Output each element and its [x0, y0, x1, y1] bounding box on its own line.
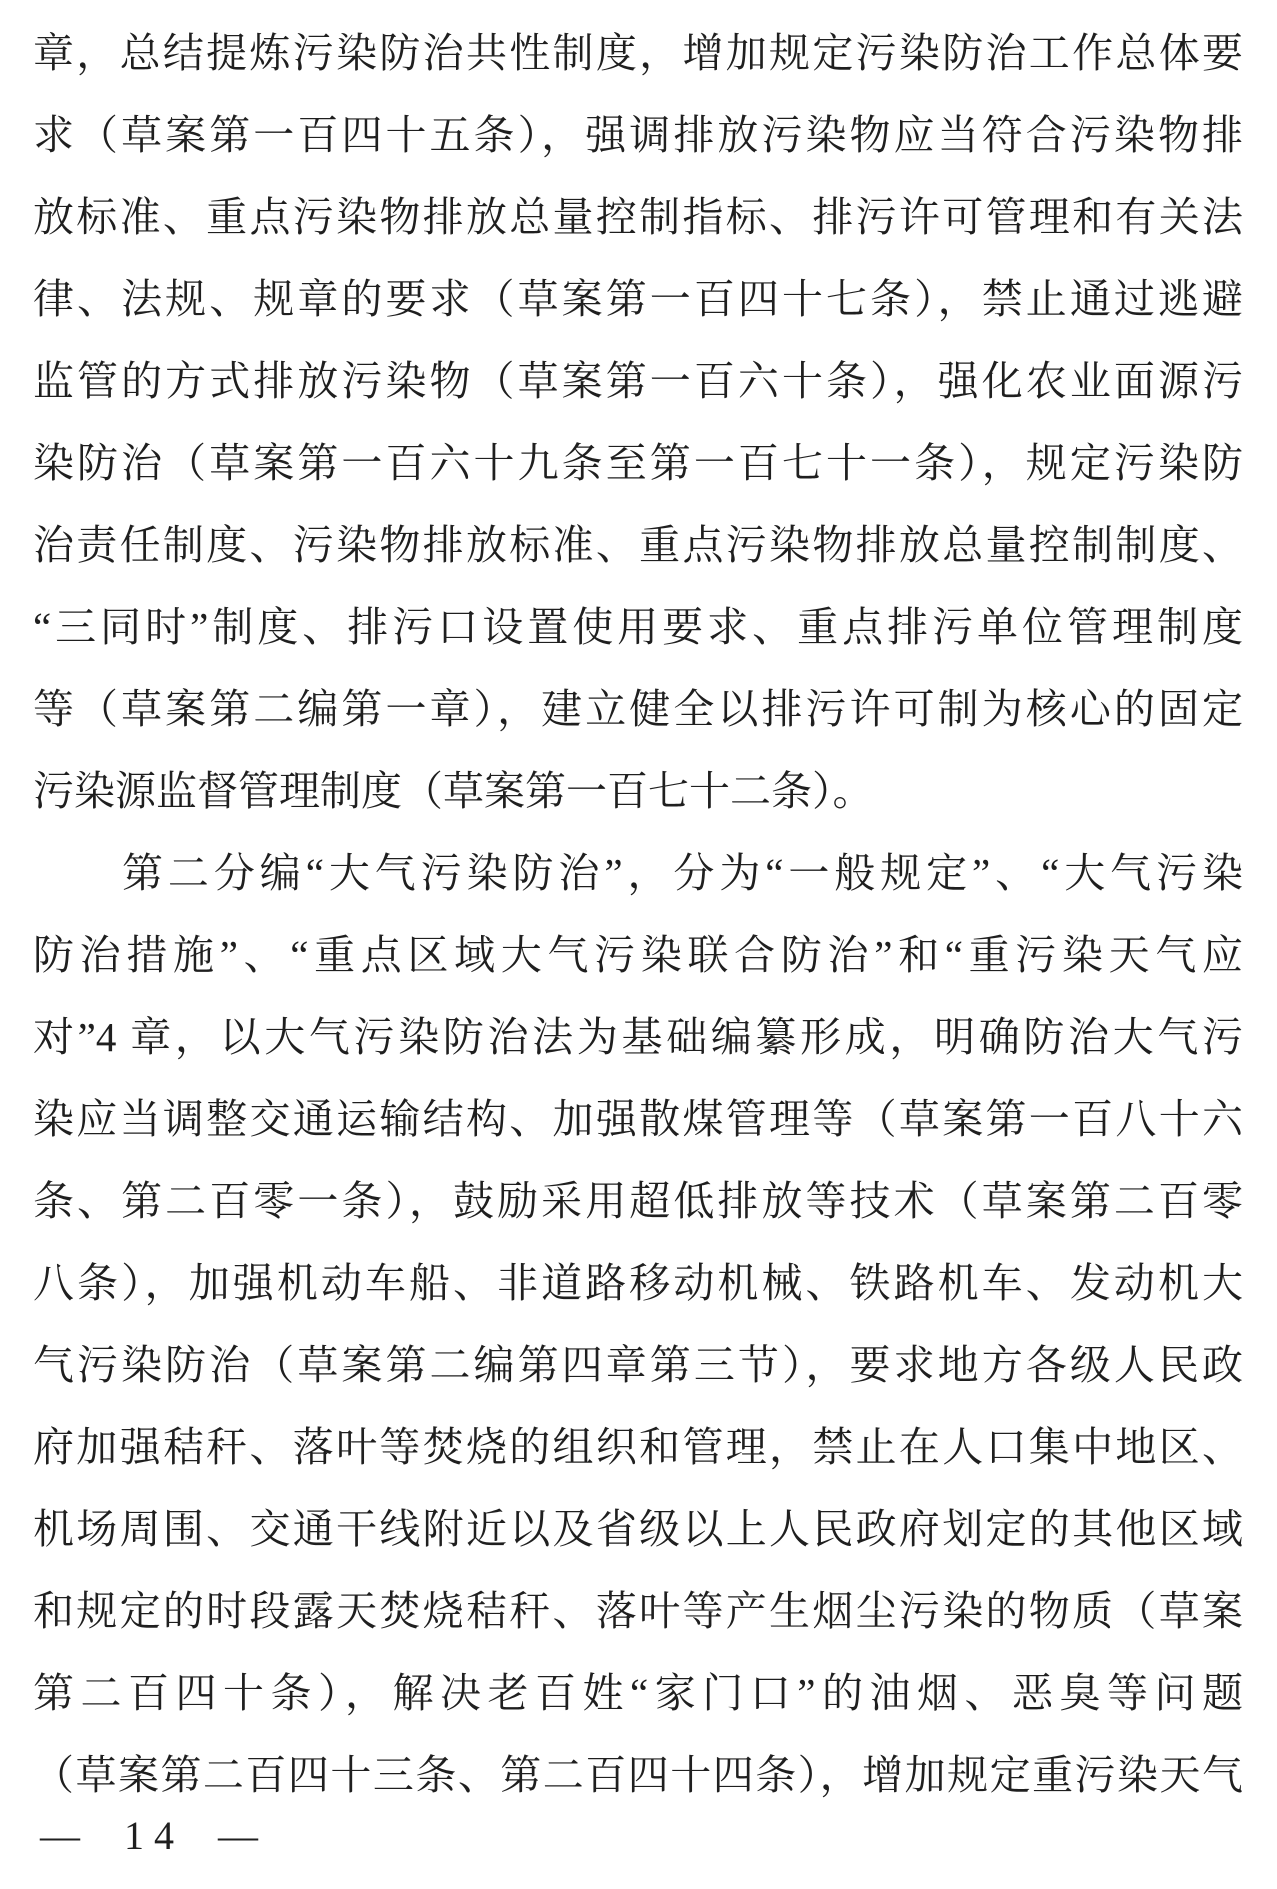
text-line: 气污染防治（草案第二编第四章第三节），要求地方各级人民政	[33, 1342, 1243, 1388]
text-line: 第二百四十条），解决老百姓“家门口”的油烟、恶臭等问题	[33, 1670, 1243, 1716]
text-line: “三同时”制度、排污口设置使用要求、重点排污单位管理制度	[33, 604, 1243, 650]
text-line: 监管的方式排放污染物（草案第一百六十条），强化农业面源污	[33, 358, 1243, 404]
text-line: 放标准、重点污染物排放总量控制指标、排污许可管理和有关法	[33, 194, 1243, 240]
text-line: 染应当调整交通运输结构、加强散煤管理等（草案第一百八十六	[33, 1096, 1243, 1142]
text-line: 条、第二百零一条），鼓励采用超低排放等技术（草案第二百零	[33, 1178, 1243, 1224]
text-line: 等（草案第二编第一章），建立健全以排污许可制为核心的固定	[33, 686, 1243, 732]
text-line: 府加强秸秆、落叶等焚烧的组织和管理，禁止在人口集中地区、	[33, 1424, 1243, 1470]
text-line: 对”4 章，以大气污染防治法为基础编纂形成，明确防治大气污	[33, 1014, 1243, 1060]
text-line: 章，总结提炼污染防治共性制度，增加规定污染防治工作总体要	[33, 30, 1243, 76]
text-line: 第二分编“大气污染防治”，分为“一般规定”、“大气污染	[122, 850, 1243, 896]
text-line: 机场周围、交通干线附近以及省级以上人民政府划定的其他区域	[33, 1506, 1243, 1552]
text-line: （草案第二百四十三条、第二百四十四条），增加规定重污染天气	[33, 1752, 1243, 1798]
text-line: 和规定的时段露天焚烧秸秆、落叶等产生烟尘污染的物质（草案	[33, 1588, 1243, 1634]
text-line: 染防治（草案第一百六十九条至第一百七十一条），规定污染防	[33, 440, 1243, 486]
text-line: 污染源监督管理制度（草案第一百七十二条）。	[33, 768, 874, 814]
text-line: 防治措施”、“重点区域大气污染联合防治”和“重污染天气应	[33, 932, 1243, 978]
document-body	[33, 12, 1243, 1816]
text-line: 治责任制度、污染物排放标准、重点污染物排放总量控制制度、	[33, 522, 1243, 568]
page-number: — 14 —	[40, 1813, 268, 1858]
text-line: 八条），加强机动车船、非道路移动机械、铁路机车、发动机大	[33, 1260, 1243, 1306]
text-line: 律、法规、规章的要求（草案第一百四十七条），禁止通过逃避	[33, 276, 1243, 322]
text-line: 求（草案第一百四十五条），强调排放污染物应当符合污染物排	[33, 112, 1243, 158]
